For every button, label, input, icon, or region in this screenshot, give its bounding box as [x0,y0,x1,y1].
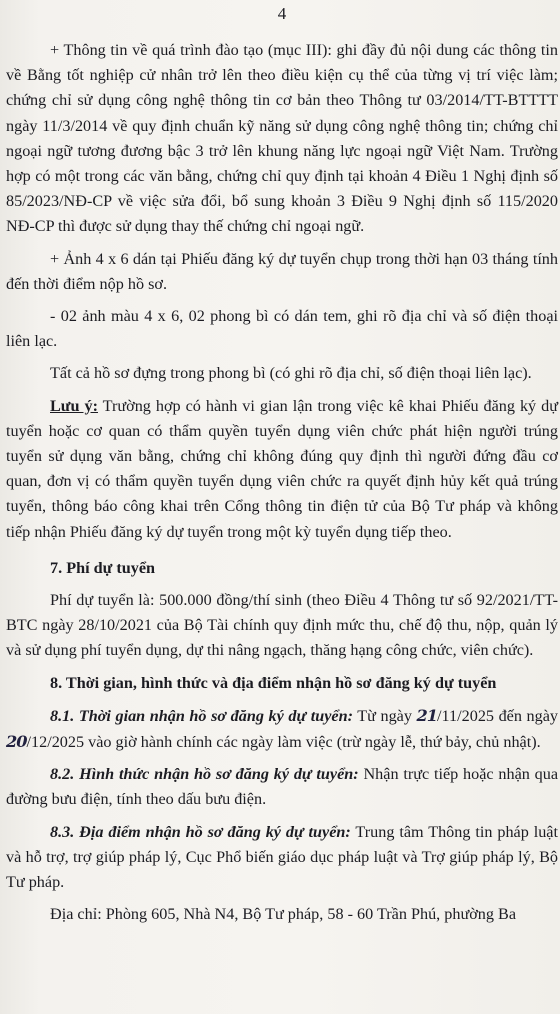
page-number: 4 [277,4,287,23]
paragraph-all-documents: Tất cả hồ sơ đựng trong phong bì (có ghi rõ địa chỉ, số điện thoại liên lạc). [50,364,532,383]
section-8-1-label: 8.1. Thời gian nhận hồ sơ đăng ký dự tuyển: [50,706,353,725]
paragraph-training-info: + Thông tin về quá trình đào tạo (mục III): ghi đầy đủ nội dung các thông tin về Bằng tốt nghiệp cử nhân trở lên theo điều kiện cụ thể của từng vị trí việc làm; chứng chỉ sử dụng công nghệ thông tin cơ bản theo Thông tư 03/2014/TT-BTTTT ngày 11/3/2014 về quy định chuẩn kỹ năng sử dụng công nghệ thông tin; chứng chỉ ngoại ngữ tương đương bậc 3 trở lên khung năng lực ngoại ngữ Việt Nam. Trường hợp có một trong các văn bằng, chứng chỉ quy định tại khoản 4 Điều 1 Nghị định số 85/2023/NĐ-CP về việc sửa đổi, bổ sung khoản 3 Điều 9 Nghị định số 115/2020 NĐ-CP thì được sử dụng thay thế chứng chỉ ngoại ngữ. [6,41,558,236]
section-8-1-text-c: /12/2025 vào giờ hành chính các ngày làm việc (trừ ngày lễ, thứ bảy, chủ nhật). [26,733,541,752]
section-7-heading: 7. Phí dự tuyển [50,558,156,577]
paragraph-8-1 [6,703,558,755]
paragraph-8-3 [6,820,558,896]
section-8-1-text-b: /11/2025 đến ngày [437,706,558,725]
section-8-2-text: Nhận trực tiếp hoặc nhận qua đường bưu điện, tính theo dấu bưu điện. [6,765,559,809]
section-8-3-label: 8.3. Địa điểm nhận hồ sơ đăng ký dự tuyển: [50,822,351,841]
section-8-1-text-a: Từ ngày [352,706,417,725]
section-8-2-label: 8.2. Hình thức nhận hồ sơ đăng ký dự tuyển: [50,765,359,784]
note-label: Lưu ý: [50,396,98,415]
paragraph-8-2 [6,762,558,812]
paragraph-note [6,394,558,545]
note-text: Trường hợp có hành vi gian lận trong việc kê khai Phiếu đăng ký dự tuyển hoặc cơ quan có thẩm quyền tuyển dụng viên chức phát hiện người trúng tuyển sử dụng văn bằng, chứng chỉ không đúng quy định thì người đứng đầu cơ quan, đơn vị có thẩm quyền tuyển dụng viên chức ra quyết định hủy kết quả trúng tuyển, thông báo công khai trên Cổng thông tin điện tử của Bộ Tư pháp và không tiếp nhận Phiếu đăng ký dự tuyển trong một kỳ tuyển dụng tiếp theo. [6,396,558,541]
paragraph-address: Địa chỉ: Phòng 605, Nhà N4, Bộ Tư pháp, 58 - 60 Trần Phú, phường Ba [50,905,517,924]
section-8-3-text: Trung tâm Thông tin pháp luật và hỗ trợ, trợ giúp pháp lý, Cục Phổ biến giáo dục pháp luật và Trợ giúp pháp lý, Bộ Tư pháp. [6,822,558,892]
paragraph-photos-envelopes: - 02 ảnh màu 4 x 6, 02 phong bì có dán tem, ghi rõ địa chỉ và số điện thoại liên lạc. [6,307,558,351]
handwritten-day-to: 20 [6,732,27,752]
paragraph-fee: Phí dự tuyển là: 500.000 đồng/thí sinh (theo Điều 4 Thông tư số 92/2021/TT-BTC ngày 28/10/2021 của Bộ Tài chính quy định mức thu, chế độ thu, nộp, quản lý và sử dụng phí tuyển dụng, dự thi nâng ngạch, thăng hạng công chức, viên chức). [6,591,558,660]
paragraph-photo: + Ảnh 4 x 6 dán tại Phiếu đăng ký dự tuyển chụp trong thời hạn 03 tháng tính đến thời điểm nộp hồ sơ. [6,249,558,293]
handwritten-day-from: 21 [416,705,438,725]
section-8-heading: 8. Thời gian, hình thức và địa điểm nhận hồ sơ đăng ký dự tuyển [50,673,497,692]
